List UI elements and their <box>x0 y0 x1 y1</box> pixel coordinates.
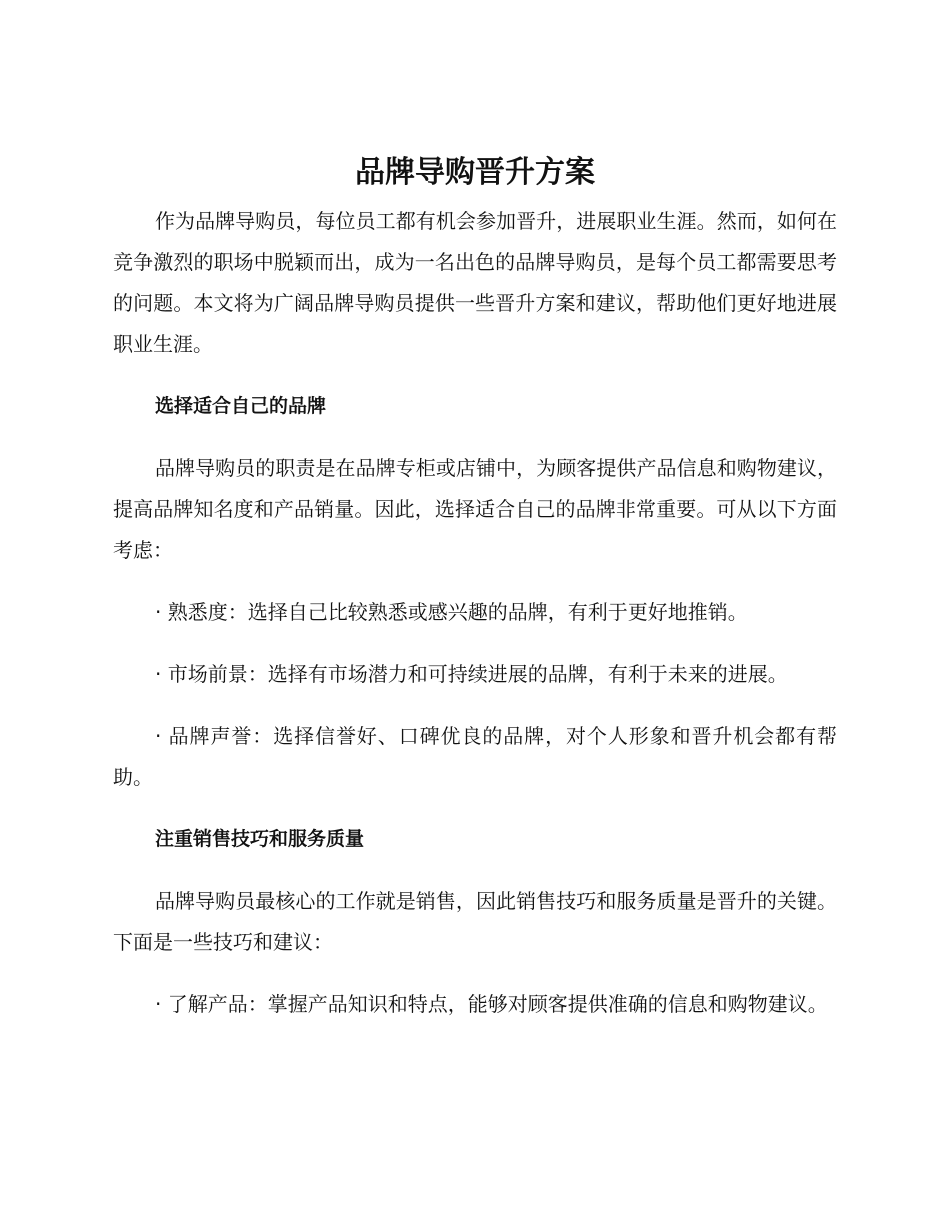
bullet-know-product: · 了解产品：掌握产品知识和特点，能够对顾客提供准确的信息和购物建议。 <box>155 992 828 1016</box>
intro-paragraph: 作为品牌导购员，每位员工都有机会参加晋升，进展职业生涯。然而，如何在竞争激烈的职场中脱颖而出，成为一名出色的品牌导购员，是每个员工都需要思考的问题。本文将为广阔品牌导购员提供一些晋升方案和建议，帮助他们更好地进展职业生涯。 <box>113 209 837 356</box>
bullet-market-prospect: · 市场前景：选择有市场潜力和可持续进展的品牌，有利于未来的进展。 <box>155 662 788 686</box>
brand-choice-paragraph: 品牌导购员的职责是在品牌专柜或店铺中，为顾客提供产品信息和购物建议，提高品牌知名度和产品销量。因此，选择适合自己的品牌非常重要。可从以下方面考虑： <box>113 456 837 562</box>
bullet-brand-reputation: · 品牌声誉：选择信誉好、口碑优良的品牌，对个人形象和晋升机会都有帮助。 <box>113 724 837 789</box>
section-heading-sales-skills: 注重销售技巧和服务质量 <box>155 828 365 850</box>
sales-skills-paragraph: 品牌导购员最核心的工作就是销售，因此销售技巧和服务质量是晋升的关键。下面是一些技巧和建议： <box>113 889 837 954</box>
document-body <box>113 201 837 1025</box>
section-heading-brand-choice: 选择适合自己的品牌 <box>155 395 327 417</box>
document-title: 品牌导购晋升方案 <box>355 155 595 190</box>
bullet-familiarity: · 熟悉度：选择自己比较熟悉或感兴趣的品牌，有利于更好地推销。 <box>155 600 748 624</box>
